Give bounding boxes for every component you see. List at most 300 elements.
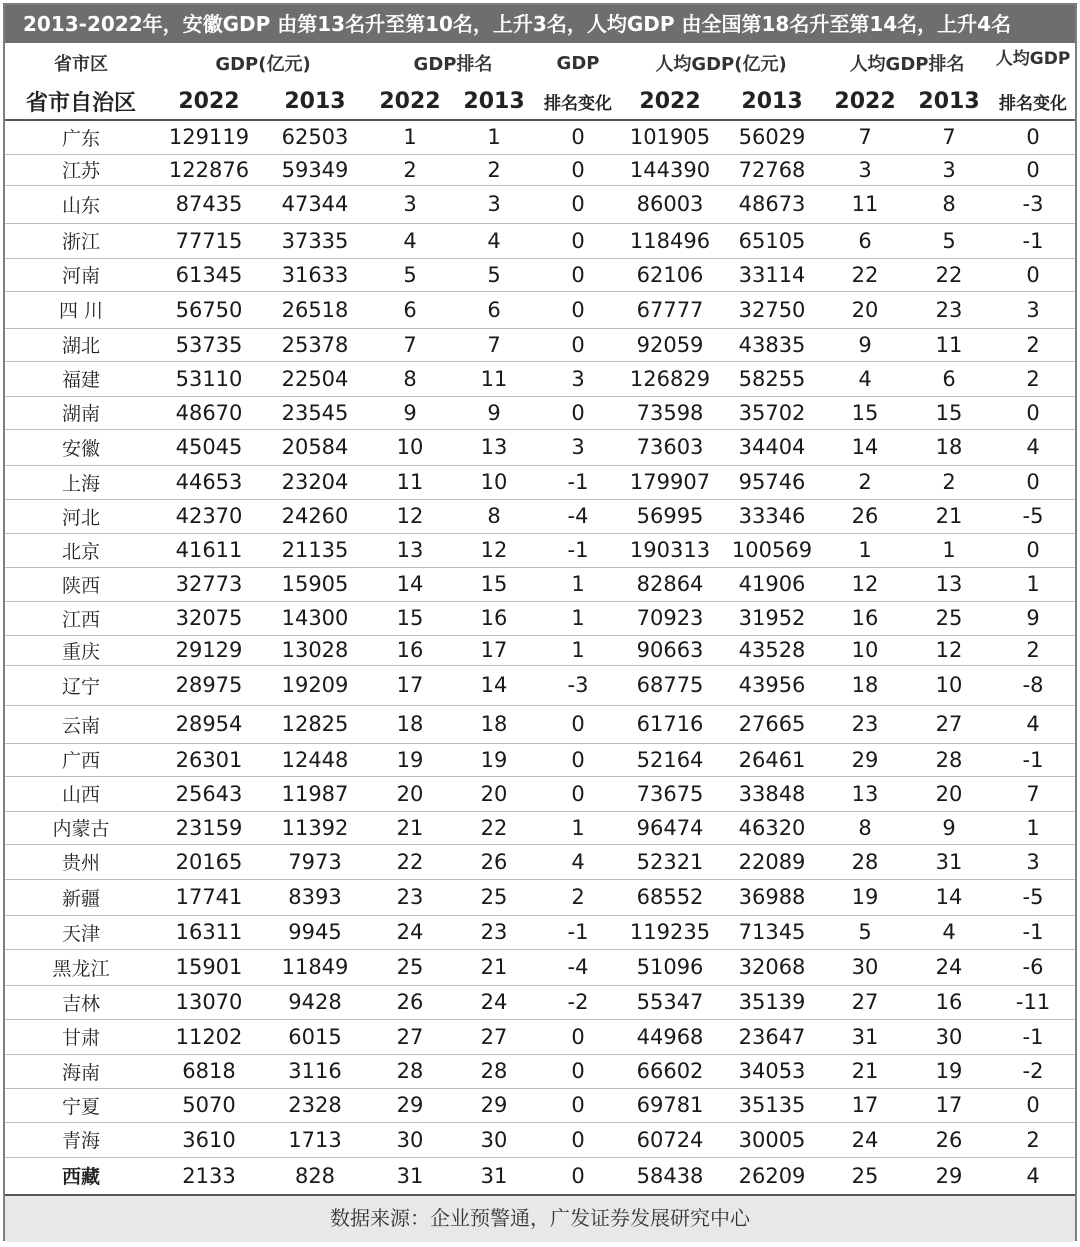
cell-rank-change: 4: [537, 844, 619, 879]
cell-pc-rank-2013: 24: [907, 949, 991, 985]
cell-pc-gdp-2013: 100569: [721, 533, 823, 567]
cell-gdp-2022: 25643: [157, 776, 261, 811]
cell-pc-gdp-2013: 22089: [721, 844, 823, 879]
cell-rank-2022: 16: [369, 635, 451, 665]
cell-gdp-2022: 16311: [157, 915, 261, 949]
cell-pc-gdp-2013: 58255: [721, 361, 823, 396]
cell-rank-2022: 13: [369, 533, 451, 567]
cell-rank-change: 0: [537, 1019, 619, 1054]
cell-pc-gdp-2022: 73675: [619, 776, 721, 811]
cell-pc-gdp-2022: 119235: [619, 915, 721, 949]
cell-pc-rank-2013: 9: [907, 811, 991, 844]
cell-pc-gdp-2022: 118496: [619, 223, 721, 258]
table-row: [5, 185, 1075, 223]
cell-pc-gdp-2022: 68775: [619, 665, 721, 705]
header-pc-rank-2022: 2022: [823, 83, 907, 120]
cell-rank-2013: 29: [451, 1088, 537, 1122]
cell-gdp-2013: 2328: [261, 1088, 369, 1122]
cell-province: 重庆: [5, 635, 157, 665]
cell-pc-gdp-2013: 27665: [721, 705, 823, 743]
cell-rank-change: -3: [537, 665, 619, 705]
cell-pc-gdp-2022: 86003: [619, 185, 721, 223]
cell-pc-rank-2022: 18: [823, 665, 907, 705]
cell-rank-change: 1: [537, 635, 619, 665]
cell-pc-rank-2013: 14: [907, 879, 991, 915]
cell-pc-rank-2022: 15: [823, 396, 907, 429]
cell-rank-2022: 21: [369, 811, 451, 844]
cell-province: 山西: [5, 776, 157, 811]
cell-pc-rank-2022: 17: [823, 1088, 907, 1122]
cell-rank-2022: 29: [369, 1088, 451, 1122]
cell-rank-2013: 30: [451, 1122, 537, 1157]
cell-pc-rank-change: -11: [991, 985, 1075, 1019]
cell-province: 浙江: [5, 223, 157, 258]
cell-pc-rank-2022: 16: [823, 601, 907, 635]
cell-pc-gdp-2013: 46320: [721, 811, 823, 844]
cell-pc-gdp-2013: 23647: [721, 1019, 823, 1054]
cell-rank-change: 0: [537, 120, 619, 154]
table-row: [5, 1157, 1075, 1195]
cell-rank-change: 0: [537, 291, 619, 328]
page-title: 2013-2022年，安徽GDP 由第13名升至第10名，上升3名，人均GDP 由全国第18名升至第14名，上升4名: [5, 5, 1075, 43]
cell-province: 广西: [5, 743, 157, 776]
cell-rank-2022: 6: [369, 291, 451, 328]
cell-rank-2022: 12: [369, 499, 451, 533]
cell-pc-gdp-2022: 69781: [619, 1088, 721, 1122]
cell-rank-2022: 11: [369, 465, 451, 499]
cell-rank-change: 0: [537, 396, 619, 429]
cell-pc-rank-2022: 7: [823, 120, 907, 154]
cell-rank-2022: 7: [369, 328, 451, 361]
gdp-table: [5, 43, 1075, 1196]
cell-rank-2022: 24: [369, 915, 451, 949]
header-rank-change: 排名变化: [537, 83, 619, 120]
cell-rank-change: -1: [537, 533, 619, 567]
cell-pc-rank-2022: 2: [823, 465, 907, 499]
cell-pc-rank-2022: 6: [823, 223, 907, 258]
cell-pc-rank-2013: 7: [907, 120, 991, 154]
table-row: [5, 665, 1075, 705]
cell-gdp-2013: 9945: [261, 915, 369, 949]
cell-pc-gdp-2022: 68552: [619, 879, 721, 915]
cell-gdp-2022: 48670: [157, 396, 261, 429]
cell-rank-change: 2: [537, 879, 619, 915]
cell-pc-gdp-2022: 60724: [619, 1122, 721, 1157]
cell-pc-gdp-2022: 67777: [619, 291, 721, 328]
cell-pc-rank-change: 2: [991, 361, 1075, 396]
cell-province: 河南: [5, 258, 157, 291]
cell-pc-gdp-2022: 73598: [619, 396, 721, 429]
cell-rank-2022: 27: [369, 1019, 451, 1054]
cell-pc-gdp-2013: 30005: [721, 1122, 823, 1157]
header-row-years: [5, 83, 1075, 120]
cell-pc-rank-2022: 29: [823, 743, 907, 776]
cell-gdp-2022: 3610: [157, 1122, 261, 1157]
cell-gdp-2013: 11987: [261, 776, 369, 811]
cell-province: 山东: [5, 185, 157, 223]
cell-pc-rank-change: 3: [991, 844, 1075, 879]
cell-pc-rank-change: -1: [991, 743, 1075, 776]
cell-pc-rank-change: 4: [991, 705, 1075, 743]
cell-pc-rank-2013: 27: [907, 705, 991, 743]
cell-pc-gdp-2022: 61716: [619, 705, 721, 743]
cell-rank-2013: 25: [451, 879, 537, 915]
cell-gdp-2022: 61345: [157, 258, 261, 291]
cell-rank-2013: 14: [451, 665, 537, 705]
cell-rank-2022: 18: [369, 705, 451, 743]
cell-pc-rank-change: 0: [991, 533, 1075, 567]
cell-rank-2013: 26: [451, 844, 537, 879]
table-row: [5, 396, 1075, 429]
cell-pc-rank-2013: 16: [907, 985, 991, 1019]
cell-gdp-2013: 20584: [261, 429, 369, 465]
cell-rank-2013: 31: [451, 1157, 537, 1195]
table-row: [5, 601, 1075, 635]
cell-province: 海南: [5, 1054, 157, 1088]
cell-pc-gdp-2013: 43956: [721, 665, 823, 705]
cell-pc-gdp-2022: 56995: [619, 499, 721, 533]
cell-rank-change: 0: [537, 743, 619, 776]
cell-rank-change: 0: [537, 1054, 619, 1088]
cell-rank-change: 3: [537, 361, 619, 396]
cell-rank-change: 1: [537, 601, 619, 635]
cell-pc-rank-2013: 6: [907, 361, 991, 396]
cell-pc-gdp-2022: 90663: [619, 635, 721, 665]
cell-rank-2022: 28: [369, 1054, 451, 1088]
cell-gdp-2022: 53110: [157, 361, 261, 396]
header-per-capita-change-text: 人均GDP: [995, 49, 1071, 69]
cell-pc-rank-2013: 13: [907, 567, 991, 601]
cell-province: 黑龙江: [5, 949, 157, 985]
cell-province: 湖北: [5, 328, 157, 361]
cell-pc-gdp-2013: 34053: [721, 1054, 823, 1088]
cell-pc-gdp-2013: 72768: [721, 154, 823, 185]
cell-pc-gdp-2022: 51096: [619, 949, 721, 985]
table-row: [5, 499, 1075, 533]
cell-pc-rank-2013: 23: [907, 291, 991, 328]
cell-pc-rank-2013: 4: [907, 915, 991, 949]
cell-gdp-2013: 828: [261, 1157, 369, 1195]
cell-pc-rank-2022: 3: [823, 154, 907, 185]
cell-rank-2013: 24: [451, 985, 537, 1019]
cell-rank-2022: 8: [369, 361, 451, 396]
cell-rank-2022: 4: [369, 223, 451, 258]
cell-pc-rank-change: -5: [991, 499, 1075, 533]
cell-rank-2022: 20: [369, 776, 451, 811]
cell-gdp-2013: 15905: [261, 567, 369, 601]
table-row: [5, 879, 1075, 915]
cell-pc-rank-2022: 12: [823, 567, 907, 601]
cell-rank-2013: 1: [451, 120, 537, 154]
cell-gdp-2013: 12448: [261, 743, 369, 776]
cell-gdp-2013: 31633: [261, 258, 369, 291]
cell-rank-change: 0: [537, 705, 619, 743]
cell-pc-rank-2022: 10: [823, 635, 907, 665]
cell-pc-rank-2013: 2: [907, 465, 991, 499]
cell-province: 青海: [5, 1122, 157, 1157]
cell-pc-gdp-2013: 26209: [721, 1157, 823, 1195]
cell-pc-rank-2013: 28: [907, 743, 991, 776]
cell-gdp-2013: 59349: [261, 154, 369, 185]
cell-province: 广东: [5, 120, 157, 154]
cell-pc-gdp-2022: 73603: [619, 429, 721, 465]
cell-gdp-2022: 77715: [157, 223, 261, 258]
cell-pc-gdp-2013: 65105: [721, 223, 823, 258]
cell-pc-gdp-2013: 35702: [721, 396, 823, 429]
cell-gdp-2013: 6015: [261, 1019, 369, 1054]
table-row: [5, 1019, 1075, 1054]
cell-rank-2022: 10: [369, 429, 451, 465]
header-pc-2013: 2013: [721, 83, 823, 120]
cell-pc-rank-2013: 25: [907, 601, 991, 635]
cell-rank-2013: 16: [451, 601, 537, 635]
cell-rank-2013: 4: [451, 223, 537, 258]
cell-gdp-2022: 28975: [157, 665, 261, 705]
cell-province: 安徽: [5, 429, 157, 465]
cell-pc-rank-2022: 25: [823, 1157, 907, 1195]
cell-rank-change: -1: [537, 465, 619, 499]
cell-province: 陕西: [5, 567, 157, 601]
cell-pc-rank-2013: 17: [907, 1088, 991, 1122]
cell-gdp-2022: 45045: [157, 429, 261, 465]
cell-pc-rank-change: -3: [991, 185, 1075, 223]
cell-pc-rank-2013: 8: [907, 185, 991, 223]
cell-rank-2022: 30: [369, 1122, 451, 1157]
cell-province: 上海: [5, 465, 157, 499]
cell-rank-change: 1: [537, 811, 619, 844]
cell-pc-rank-2022: 13: [823, 776, 907, 811]
table-row: [5, 328, 1075, 361]
cell-gdp-2013: 21135: [261, 533, 369, 567]
cell-gdp-2022: 53735: [157, 328, 261, 361]
cell-rank-2022: 14: [369, 567, 451, 601]
table-row: [5, 635, 1075, 665]
table-row: [5, 465, 1075, 499]
cell-rank-2013: 17: [451, 635, 537, 665]
cell-pc-gdp-2022: 92059: [619, 328, 721, 361]
cell-pc-rank-change: -2: [991, 1054, 1075, 1088]
cell-pc-gdp-2013: 31952: [721, 601, 823, 635]
cell-gdp-2022: 13070: [157, 985, 261, 1019]
cell-rank-2022: 2: [369, 154, 451, 185]
cell-pc-rank-change: 9: [991, 601, 1075, 635]
cell-province: 辽宁: [5, 665, 157, 705]
cell-pc-rank-change: -8: [991, 665, 1075, 705]
table-row: [5, 949, 1075, 985]
cell-pc-rank-2022: 19: [823, 879, 907, 915]
cell-pc-gdp-2022: 144390: [619, 154, 721, 185]
table-row: [5, 429, 1075, 465]
cell-rank-change: 0: [537, 1088, 619, 1122]
table-row: [5, 567, 1075, 601]
table-body: [5, 120, 1075, 1195]
cell-rank-2022: 17: [369, 665, 451, 705]
cell-province: 河北: [5, 499, 157, 533]
cell-gdp-2013: 1713: [261, 1122, 369, 1157]
cell-rank-2013: 12: [451, 533, 537, 567]
cell-gdp-2013: 25378: [261, 328, 369, 361]
table-row: [5, 1054, 1075, 1088]
cell-rank-change: 0: [537, 1122, 619, 1157]
table-row: [5, 291, 1075, 328]
cell-pc-gdp-2013: 43835: [721, 328, 823, 361]
cell-pc-gdp-2022: 190313: [619, 533, 721, 567]
cell-gdp-2013: 14300: [261, 601, 369, 635]
cell-gdp-2013: 11849: [261, 949, 369, 985]
cell-pc-rank-2013: 5: [907, 223, 991, 258]
cell-gdp-2022: 23159: [157, 811, 261, 844]
cell-pc-gdp-2022: 82864: [619, 567, 721, 601]
cell-pc-gdp-2013: 34404: [721, 429, 823, 465]
cell-rank-2013: 2: [451, 154, 537, 185]
cell-pc-rank-2013: 3: [907, 154, 991, 185]
header-gdp-2013: 2013: [261, 83, 369, 120]
cell-gdp-2022: 44653: [157, 465, 261, 499]
cell-gdp-2022: 20165: [157, 844, 261, 879]
cell-pc-rank-change: 2: [991, 1122, 1075, 1157]
header-gdp-rank: GDP排名: [413, 54, 493, 75]
cell-province: 西藏: [5, 1157, 157, 1195]
cell-province: 吉林: [5, 985, 157, 1019]
cell-pc-rank-2022: 8: [823, 811, 907, 844]
table-row: [5, 1088, 1075, 1122]
cell-gdp-2013: 3116: [261, 1054, 369, 1088]
cell-rank-2022: 15: [369, 601, 451, 635]
cell-gdp-2013: 24260: [261, 499, 369, 533]
table-row: [5, 223, 1075, 258]
table-row: [5, 844, 1075, 879]
cell-rank-2013: 27: [451, 1019, 537, 1054]
header-row-groups: [5, 43, 1075, 83]
cell-gdp-2022: 5070: [157, 1088, 261, 1122]
cell-rank-change: 0: [537, 776, 619, 811]
cell-pc-gdp-2022: 62106: [619, 258, 721, 291]
cell-pc-gdp-2013: 26461: [721, 743, 823, 776]
header-rank-2022: 2022: [369, 83, 451, 120]
table-row: [5, 361, 1075, 396]
cell-pc-rank-2013: 1: [907, 533, 991, 567]
cell-pc-gdp-2022: 126829: [619, 361, 721, 396]
cell-rank-2022: 25: [369, 949, 451, 985]
header-per-capita-gdp: 人均GDP(亿元): [655, 54, 787, 75]
cell-rank-change: -1: [537, 915, 619, 949]
cell-pc-gdp-2013: 56029: [721, 120, 823, 154]
cell-rank-2013: 3: [451, 185, 537, 223]
cell-rank-change: 1: [537, 567, 619, 601]
cell-pc-rank-change: 0: [991, 396, 1075, 429]
cell-gdp-2013: 23204: [261, 465, 369, 499]
cell-rank-change: -4: [537, 949, 619, 985]
cell-rank-2013: 6: [451, 291, 537, 328]
cell-pc-gdp-2013: 33848: [721, 776, 823, 811]
cell-province: 江苏: [5, 154, 157, 185]
cell-pc-rank-2013: 20: [907, 776, 991, 811]
cell-gdp-2022: 28954: [157, 705, 261, 743]
cell-rank-2013: 9: [451, 396, 537, 429]
cell-gdp-2022: 56750: [157, 291, 261, 328]
cell-rank-2013: 20: [451, 776, 537, 811]
cell-pc-gdp-2022: 96474: [619, 811, 721, 844]
table-row: [5, 533, 1075, 567]
table-row: [5, 915, 1075, 949]
header-province-full: 省市自治区: [5, 83, 157, 120]
cell-gdp-2022: 122876: [157, 154, 261, 185]
cell-rank-2022: 3: [369, 185, 451, 223]
cell-gdp-2022: 6818: [157, 1054, 261, 1088]
cell-pc-gdp-2013: 36988: [721, 879, 823, 915]
cell-province: 北京: [5, 533, 157, 567]
cell-province: 甘肃: [5, 1019, 157, 1054]
cell-pc-rank-2013: 29: [907, 1157, 991, 1195]
cell-gdp-2013: 19209: [261, 665, 369, 705]
cell-pc-gdp-2022: 44968: [619, 1019, 721, 1054]
cell-pc-gdp-2013: 95746: [721, 465, 823, 499]
header-pc-2022: 2022: [619, 83, 721, 120]
cell-pc-gdp-2013: 33114: [721, 258, 823, 291]
cell-pc-rank-change: 3: [991, 291, 1075, 328]
cell-pc-rank-2022: 9: [823, 328, 907, 361]
cell-pc-rank-2013: 19: [907, 1054, 991, 1088]
cell-pc-rank-2022: 28: [823, 844, 907, 879]
cell-rank-2013: 18: [451, 705, 537, 743]
cell-rank-2013: 21: [451, 949, 537, 985]
cell-pc-rank-change: 2: [991, 328, 1075, 361]
cell-gdp-2013: 12825: [261, 705, 369, 743]
cell-rank-change: 0: [537, 223, 619, 258]
cell-pc-rank-2022: 23: [823, 705, 907, 743]
cell-province: 江西: [5, 601, 157, 635]
cell-gdp-2022: 129119: [157, 120, 261, 154]
cell-pc-rank-2022: 22: [823, 258, 907, 291]
cell-pc-gdp-2022: 58438: [619, 1157, 721, 1195]
cell-pc-gdp-2022: 70923: [619, 601, 721, 635]
cell-gdp-2013: 11392: [261, 811, 369, 844]
cell-pc-gdp-2022: 101905: [619, 120, 721, 154]
cell-gdp-2022: 41611: [157, 533, 261, 567]
cell-rank-2013: 23: [451, 915, 537, 949]
cell-province: 宁夏: [5, 1088, 157, 1122]
cell-pc-gdp-2022: 66602: [619, 1054, 721, 1088]
cell-gdp-2013: 7973: [261, 844, 369, 879]
cell-pc-rank-2022: 31: [823, 1019, 907, 1054]
cell-province: 云南: [5, 705, 157, 743]
cell-pc-rank-change: 4: [991, 429, 1075, 465]
cell-province: 天津: [5, 915, 157, 949]
cell-pc-rank-change: 7: [991, 776, 1075, 811]
cell-gdp-2013: 47344: [261, 185, 369, 223]
cell-rank-2013: 13: [451, 429, 537, 465]
cell-pc-rank-2022: 20: [823, 291, 907, 328]
cell-province: 福建: [5, 361, 157, 396]
cell-rank-2022: 22: [369, 844, 451, 879]
cell-gdp-2013: 26518: [261, 291, 369, 328]
cell-gdp-2022: 32075: [157, 601, 261, 635]
header-gdp: GDP(亿元): [215, 54, 311, 75]
cell-pc-gdp-2013: 35135: [721, 1088, 823, 1122]
table-row: [5, 154, 1075, 185]
cell-rank-change: 0: [537, 258, 619, 291]
cell-pc-gdp-2013: 43528: [721, 635, 823, 665]
cell-gdp-2022: 29129: [157, 635, 261, 665]
cell-pc-rank-2013: 21: [907, 499, 991, 533]
cell-pc-rank-2013: 31: [907, 844, 991, 879]
cell-rank-change: 0: [537, 328, 619, 361]
cell-pc-rank-2013: 18: [907, 429, 991, 465]
cell-pc-rank-2013: 11: [907, 328, 991, 361]
cell-province: 贵州: [5, 844, 157, 879]
table-row: [5, 705, 1075, 743]
cell-province: 湖南: [5, 396, 157, 429]
